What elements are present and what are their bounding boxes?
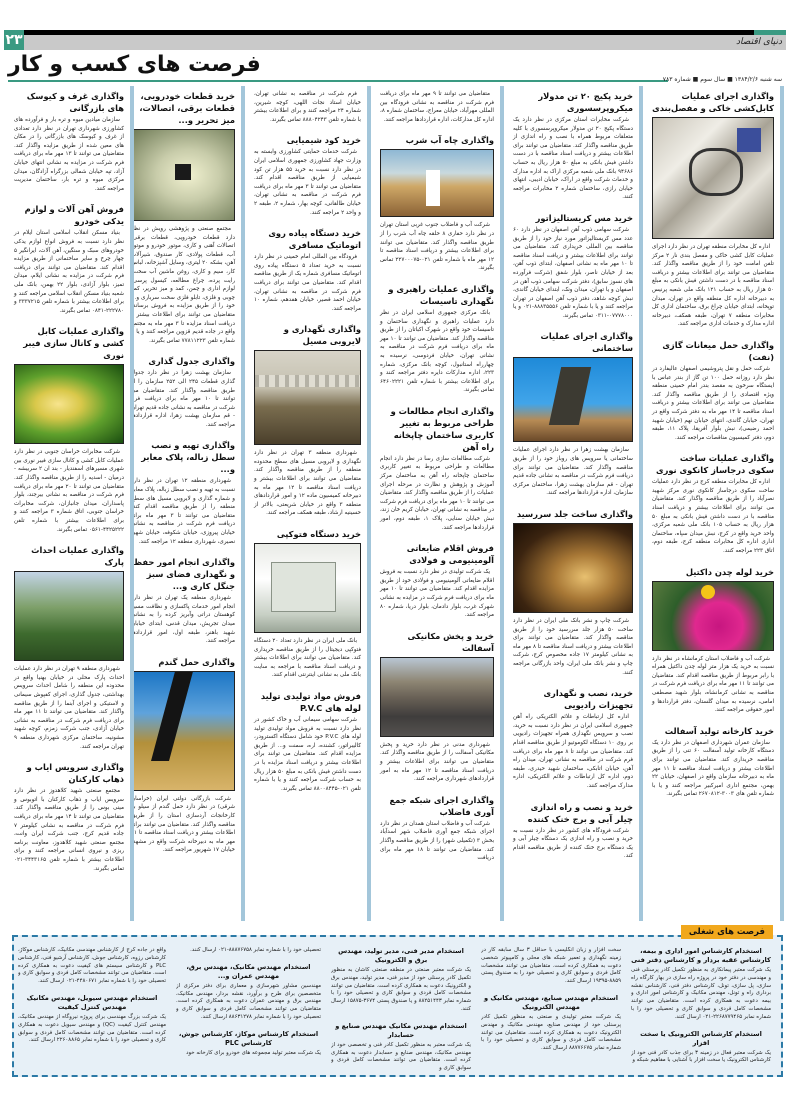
column-4 [250, 86, 371, 921]
section-title: فرصت های کسب و کار [8, 52, 261, 77]
job-description: یک شرکت معتبر تولید مجموعه های خودرو برای کارخانه خود [186, 1049, 321, 1056]
article-body: شهرداری مدنی در نظر دارد خرید و پخش مکانیکی آسفالت را از طریق مناقصه واگذار کند. متقاضیان می توانند برای اطلاعات بیشتر و دریافت اسناد مناقصه تا ۱۲ مهر ماه به امور قراردادهای شهرداری مراجعه کنند. [380, 741, 494, 783]
job-listing [481, 947, 621, 986]
construction-photo [513, 357, 633, 442]
article-headline: خرید لوله چدن داکتیل [685, 566, 774, 577]
job-description: یک شرکت بزرگ مهندسی برای پروژه نیروگاه از مهندس مکانیک، مهندس کنترل کیفیت (QC) و مهندس سیویل دعوت به همکاری کرده است. متقاضیان می توانند مشخصات کامل فردی و سوابق کاری و تحصیلی خود را با شماره نمابر ۲۲۶۰۸۸۶۵ ارسال کنند. [18, 1013, 166, 1044]
article [14, 203, 124, 315]
article [380, 630, 494, 784]
column-2 [509, 86, 643, 921]
job-description: یک شرکت معتبر به منظور تکمیل کادر فنی و تخصصی خود از مهندس مکانیک، مهندس صنایع و حسابدار دعوت به همکاری کرده است. متقاضیان می توانند مشخصات کامل فردی و سوابق کاری و [331, 1041, 471, 1072]
title-rule [8, 80, 668, 82]
article-headline: واگذاری انجام امور حفظ و نگهداری فضای سبز جنگل کاری و... [133, 557, 235, 592]
column-3 [376, 86, 504, 921]
article [652, 339, 774, 442]
article [131, 439, 235, 546]
article-columns [10, 86, 784, 921]
article-body: شرکت آب و فاضلاب جنوب غربی استان تهران در نظر دارد حفاری ۸ حلقه چاه آب شرب را از طریق مناقصه واگذار کند. متقاضیان می توانند برای اطلاعات بیشتر و دریافت اسناد مناقصه تا ۱۲ مهر ماه با شماره تلفن ۰۲۱-۲۲۷۰۰۰۷۵ تماس بگیرند. [380, 222, 494, 272]
highway-photo [254, 350, 361, 445]
article-body: بنیاد مسکن انقلاب اسلامی استان ایلام در نظر دارد نسبت به فروش انواع لوازم یدکی خودروهای سبک و سنگین، آهن آلات، ایرانگیر ۵ چهار چرخ و سایر ساختمانی از طریق مزایده اقدام کند. متقاضیان می توانند برای دریافت فرم شرکت در مزایده به نشانی ایلام، میدان تمیز، بلوار آزادی، بلوار ۲۲ بهمن، بانک ملی شعبه بنیاد مسکن انقلاب اسلامی مراجعه کنند و برای اطلاعات بیشتر با شماره تلفن ۳۳۳۷۲۱۵ و ۲۲۲۷۸۰-۰۸۴۱ تماس بگیرند. [14, 230, 125, 314]
article-body: شرکت خدمات حمایتی کشاورزی وابسته به وزارت جهاد کشاورزی جمهوری اسلامی ایران در نظر دارد نسبت به خرید ۵۵ هزار تن کود شیمیایی از طریق مناقصه اقدام کند. متقاضیان می توانند تا ۳ مهر ماه برای دریافت فرم شرکت در مناقصه به نشانی تهران، خیابان طالقانی، کوچه بهار، شماره ۲، طبقه ۲ و واحد ۲ مراجعه کنند. [254, 149, 361, 216]
job-title: استخدام مهندس صنایع، مهندس مکانیک و مهندس الکترونیک [483, 993, 619, 1011]
article [254, 227, 361, 313]
fiber-photo [14, 364, 124, 444]
article [513, 212, 633, 321]
job-description: تحصیلی خود را با شماره نمابر ۸۸۸۷۶۷۵۸-۰۲۱ ارسال کنند. [190, 947, 321, 953]
park-photo [14, 571, 124, 661]
job-title: استخدام کارشناس الکترونیک یا سخت افزار [640, 1029, 762, 1047]
column-1 [648, 86, 784, 921]
job-listing [18, 994, 166, 1045]
article-body: شرکت مخابرات استان مرکزی در نظر دارد یک دستگاه پکیج ۲۰ تن مدولار میکروپرسسوری با کلیه متعلقات مربوط همراه با نصب و راه اندازی از طریق مناقصه واگذار کند. متقاضیان می توانند برای اطلاعات بیشتر و دریافت اسناد مناقصه با در دست داشتن فیش بانکی به مبلغ ۵۰ هزار ریال به حساب ۹۴۶۸۶ بانک ملی شعبه مرکزی اراک به اداره مدارک و خدمات شرکت واقع در اراک، خیابان ادیبی، انتهای خیابان رازی، ساختمان شماره ۲ مخابرات مراجعه کنند. [513, 117, 634, 201]
job-listing [176, 947, 321, 955]
classified-column-4 [176, 947, 321, 1075]
page-number: ۲۳ [5, 32, 23, 48]
article-body: شرکت چاپ و نشر بانک ملی ایران در نظر دارد ساخت ۵۰ هزار جلد سررسید خود را از طریق مناقصه واگذار کند. متقاضیان می توانند برای اطلاعات بیشتر و دریافت اسناد مناقصه تا ۸ مهر ماه به نشانی کیلومتر ۱۷ جاده مخصوص کرج، شرکت چاپ و نشر بانک ملی ایران، واحد بازرگانی مراجعه کنند. [513, 618, 633, 676]
article [254, 528, 361, 680]
job-listing [331, 1022, 471, 1073]
article [14, 544, 124, 751]
article-body: شرکت آب و فاضلاب استان کرمانشاه در نظر دارد نسبت به خرید یک هزار متر لوله چدن داکتیل همراه با رابر مربوط از طریق مناقصه اقدام کند. متقاضیان می توانند تا ۱۱ مهر ماه برای دریافت فرم شرکت در مناقصه به نشانی کرمانشاه، بلوار شهید مصطفی امامی، نرسیده به میدان گلستان، دفتر قراردادها و امور حقوقی مراجعه کنند. [652, 655, 775, 714]
job-listing [176, 1030, 321, 1058]
article [652, 566, 774, 715]
article-body: شهرداری منطقه ۳ تهران در نظر دارد نگهداری و لایروبی مسیل های سطح محدوده منطقه را از طریق مناقصه واگذار کند. متقاضیان می توانند برای اطلاعات بیشتر و دریافت اسناد مناقصه تا ۱۲ مهر ماه به دبیرخانه کمیسیون ماده ۱۲ و امور قراردادهای منطقه ۳ واقع در خیابان شریعتی، بالاتر از حسینیه ارشاد، طبقه همکف مراجعه کنند. [254, 450, 362, 517]
article-body: سازمان میادین میوه و تره بار و فرآورده های کشاورزی شهرداری تهران در نظر دارد تعدادی از غرف و کیوسک های بازرگانی را در مکان های معین شده از طریق مزایده واگذار کند. متقاضیان می توانند تا ۱۳ مهر ماه برای دریافت فرم شرکت در مزایده به نشانی انتهای خیابان آزاد، تپه خیابان شمالی بزرگراه آزادگان، میدان مرکزی میوه و تره بار، ساختمان مدیریت مراجعه کنند. [14, 117, 124, 192]
copier-photo [254, 543, 361, 633]
article-headline: خرید، نصب و نگهداری تجهیزات رادیویی [543, 688, 633, 711]
article [254, 134, 361, 217]
article-headline: خرید دستگاه پیاده روی اتوماتیک مسافری [268, 228, 361, 251]
classified-title: فرصت های شغلی [681, 925, 773, 939]
article [513, 90, 633, 202]
article-body: شهرداری منطقه یک تهران در نظر دارد انجام امور خدمات پاکسازی و نظافت مسیر کوهستان دراتی وآبریز کرده را به نشانی میدان تجریش، میدان قدس، ابتدای خیابان شهید باهنر، طبقه اول، امور قراردادها مراجعه کنند. [131, 595, 235, 645]
classified-jobs-box [12, 927, 783, 1077]
article-headline: خرید و پخش مکانیکی آسفالت [407, 630, 494, 653]
article [254, 690, 361, 793]
article-headline: واگذاری عملیات کابل کشی و کانال سازی فیبر نوری [23, 326, 124, 361]
article-headline: خرید و نصب و راه اندازی چیلر آبی و برج خنک کننده [527, 801, 633, 824]
article-headline: واگذاری اجرای عملیات کابل‌کشی خاکی و مفصل‌بندی [652, 91, 774, 113]
job-title: استخدام کارشناس امور اداری و بیمه، کارشناس عقبه بردار و کارشناس دفتر فنی [631, 947, 771, 964]
job-description: یک شرکت معتبر صنعتی در منطقه صنعتی کاشان به منظور تکمیل کادر پرسنلی خود از مدیر فنی، مدیر تولید، مهندس برق و الکترونیک دعوت به همکاری کرده است. متقاضیان می توانند مشخصات کامل فردی و سوابق کاری و تحصیلی خود را با شماره نمابر ۸۸۲۵۱۴۴۳ و یا صندوق پستی ۳۶۷۴-۱۵۸۷۵ ارسال کنند. [331, 967, 471, 1012]
fan-photo [513, 523, 633, 613]
article [513, 508, 633, 677]
well-photo [380, 149, 494, 217]
article-body: فرم شرکت در مناقصه به نشانی تهران، خیابان استاد نجات اللهی، کوچه شیرین، شماره ۲۴ مراجعه کنند و برای اطلاعات بیشتر با شماره تلفن ۸۸۸۰۴۲۴۳ تماس بگیرند. [254, 91, 361, 123]
article [652, 452, 774, 555]
article-body: بانک ملی ایران در نظر دارد تعداد ۲۰ دستگاه فتوکپی دیجیتال را از طریق مناقصه خریداری کند. متقاضیان می توانند برای اطلاعات بیشتر و دریافت اسناد مناقصه با مراجعه به سایت بانک ملی به نشانی اینترنتی اقدام کنند. [254, 638, 361, 679]
article [131, 656, 235, 855]
article-body: اداره کل مخابرات منطقه کرج در نظر دارد عملیات ساخت سکوی درجاساز کانکوی نوری مرکز شهید نصرآباد را از طریق مناقصه واگذار کند. متقاضیان می توانند برای اطلاعات بیشتر و دریافت اسناد مناقصه با در دست داشتن فیش بانکی به مبلغ ۵۰ هزار ریال به حساب ۱۰۵ بانک ملی شعبه مرکزی، واحد خرید واقع در کرج، نبش میدان سپاه، ساختمان اداری اداره کل مخابرات منطقه کرج، طبقه دوم، اتاق ۲۲۳ مراجعه کنند. [652, 479, 774, 555]
article [380, 134, 494, 273]
article-body: فرودگاه بین المللی امام خمینی در نظر دارد نسبت به خرید تعداد ۵ دستگاه پیاده روی اتوماتیک مسافری شماره یک از طریق مناقصه اقدام کند. متقاضیان می توانند برای دریافت فرم شرکت در مناقصه به نشانی تهران، خیابان احمد قصیر، خیابان هفدهم، شماره ۱۰ مراجعه کنند. [254, 254, 362, 312]
article-body: شرکت فرودگاه های کشور در نظر دارد نسبت به خرید و نصب و راه اندازی یک دستگاه چیلر آبی و یک دستگاه برج خنک کننده از طریق مناقصه اقدام کند. [513, 827, 633, 860]
article [254, 323, 361, 518]
article-headline: واگذاری حمل میعانات گازی (نفت) [662, 339, 774, 362]
article-body: سازمان بهشت زهرا در نظر دارد جدول گذاری قطعات ۲۴۵ الی ۲۵۲ سازمان را از طریق مناقصه واگذار کند. متقاضیان می توانند تا ۱۰ مهر ماه برای دریافت فرم شرکت در مناقصه به نشانی جاده قدیم تهران - قم سازمان بهشت زهرا، اداره قراردادها مراجعه کنند. [131, 370, 235, 428]
article-body: شرکت بازرگانی دولتی ایران (خراسان شرقی) در نظر دارد حمل گندم از سیلو به کارخانجات آردسازی استان را از طریق مناقصه واگذار کند. متقاضیان می توانند برای اطلاعات بیشتر و دریافت اسناد مناقصه تا ۱۱ مهر ماه به دبیرخانه شرکت واقع در مشهد، خیابان ۱۷ شهریور مراجعه کنند. [131, 795, 235, 854]
article-body: شرکت حمل و نقل پتروشیمی اصفهان عالیفارد در نظر دارد روزانه حمل ۱۰۰ تن گاز از بندر عباس با ایستگاه سرخون به مقصد بندر امام خمینی منطقه ویژه اقتصادی را از طریق مناقصه واگذار کند. متقاضیان می توانند برای اطلاعات بیشتر و دریافت اسناد مناقصه تا ۱۴ مهر ماه به دفتر شرکت واقع در تهران، خیابان گاندی، انتهای خیابان نهم (خیابان شهید احمد رضیمی)، نبش بلوار آفریقا، پلاک ۱۱، طبقه دوم، دفتر کمیسیون مناقصات مراجعه کنند. [652, 365, 774, 441]
article-headline: واگذاری حمل گندم [158, 656, 235, 667]
article [380, 90, 494, 124]
masthead [0, 30, 786, 50]
article-headline: واگذاری غرف و کیوسک های بازرگانی [26, 91, 124, 113]
article-headline: واگذاری ساخت جلد سررسید [516, 509, 633, 520]
classified-column-1 [631, 947, 771, 1075]
wheat-photo [131, 671, 235, 791]
article-body: مجتمع صنعتی و پژوهشی رویش در نظر دارد قطعات خودرویی، قطعات برقی، اتصالات آهنی و کاری، موتور خودرو و موتور آب، قطعات پولادی، کار صندوق، شیرآلات آهن، بشکه ۲۰ لیتری، وسایل آشپزخانه، لباس کار، سیم و کاری، روغن ماشین آب سخت، رایت پرده، چراغ مطالعه، کیسول پرسی، لوازم اداری و چمن، کمد و میز تحریر، کمد چوبی و فلزی، تابلو فلزی سخت سرباری و... خود را از طریق مزایده به فروش برساند. متقاضیان می توانند برای اطلاعات بیشتر و دریافت اسناد مزایده تا ۳ مهر ماه به مجتمع واقع در جاده قدیم قزوین مراجعه کنند و یا با شماره تلفن ۷۷۸۱۱۲۲۳ تماس بگیرند. [131, 226, 236, 344]
article-headline: واگذاری سرویس ایاب و ذهاب کارکنان [26, 762, 124, 785]
article-headline: خرید قطعات خودرویی، قطعات برقی، اتصالات، میز تحریر و... [139, 91, 235, 125]
article-headline: واگذاری چاه آب شرب [405, 135, 494, 146]
article [254, 90, 361, 124]
job-title: استخدام مهندس سیویل، مهندس مکانیک مهندس کنترل کیفیت [26, 993, 158, 1011]
article-headline: فروش اقلام ضایعاتی آلومینیومی و فولادی [406, 543, 494, 566]
pipe-photo [652, 581, 774, 651]
article [14, 90, 124, 193]
article-body: اداره کل ارتباطات و علائم الکتریکی راه آهن جمهوری اسلامی ایران در نظر دارد نسبت به خرید، نصب و سرویس نگهداری همراه تجهیزات رادیویی بر روی ۱۰ دستگاه لکوموتیو از طریق مناقصه اقدام کند. متقاضیان می توانند تا ۸ مهر ماه برای دریافت فرم شرکت در مناقصه به نشانی تهران، میدان راه آهن، خیابان اتابکی، ساختمان شهید حیدری، طبقه دوم، اداره کل ارتباطات و علائم الکتریکی، اداره مدارک مراجعه کنند. [513, 714, 633, 789]
article-body: شهرداری منطقه ۱۲ تهران در نظر دارد نسبت به تهیه و نصب سطل زباله، پلاک معابر و شماره گذاری و لایروبی مسیل های سطح منطقه را از طریق مناقصه اقدام کند. متقاضیان می توانند تا ۳ مهر ماه برای دریافت فرم شرکت در مناقصه به نشانی خیابان پیروزی، خیابان شکوفه، خیابان شهید نصیری، شهرداری منطقه ۱۲ مراجعه کنند. [131, 478, 235, 545]
article-headline: واگذاری انجام مطالعات و طراحی مربوط به تغییر کاربری ساختمان چاپخانه راه آهن [390, 405, 494, 452]
job-listing [481, 994, 621, 1053]
article [131, 355, 235, 429]
article-headline: واگذاری عملیات راهبری و نگهداری تاسیسات [388, 283, 494, 306]
job-title: استخدام مهندس مکانیک، مهندس برق، مهندس عمران و... [186, 962, 311, 980]
article [14, 761, 124, 873]
article-body: شرکت سهامی سیمانی آب و خاک کشور در نظر دارد نسبت به فروش مواد تولیدی تولید لوله های P.V.C خود شامل دستگاه اکسترودر، کالیبراتور، کشنده، اره، سمنت و... از طریق مزایده اقدام کند. متقاضیان می توانند برای اطلاعات بیشتر و دریافت اسناد مزایده با در دست داشتن فیش بانکی به مبلغ ۵۰ هزار ریال به حساب شرکت مراجعه کنند و یا با شماره تلفن ۰۲۱-۸۸۰۰۸۴۴۵ تماس بگیرند. [254, 717, 362, 792]
article-body: مجتمع صنعتی شهید کلاهدوز در نظر دارد سرویس ایاب و ذهاب کارکنان با اتوبوس و مینی بوس را از طریق مناقصه واگذار کند. متقاضیان می توانند تا ۱۴ مهر ماه برای دریافت فرم شرکت در مناقصه به نشانی کیلومتر ۷ جاده قدیم کرج، جنب شرکت ایران وانت، مجتمع صنعتی شهید کلاهدوز، معاونت برنامه ریزی و نیروی انسانی مراجعه کنند و برای اطلاعات بیشتر با شماره تلفن ۳۴۴۳۱۶۵-۰۲۱ تماس بگیرند. [14, 788, 124, 872]
article-body: شرکت آب و فاضلاب استان همدان در نظر دارد اجرای شبکه جمع آوری فاضلاب شهر اسدآباد بخش ۳ (تکمیلی شهر) را از طریق مناقصه واگذار کند. متقاضیان می توانند تا ۱۸ مهر ماه برای دریافت [380, 820, 494, 862]
job-description: سخت افزار و زبان انگلیسی با حداقل ۳ سال سابقه کار در زمینه نگهداری و تعمیر شبکه های محلی و کامپیوتر شخصی دعوت به همکاری کرده است. متقاضیان می توانند مشخصات کامل فردی و سوابق کاری و تحصیلی خود را به صندوق پستی ۸۸۵۹-۱۹۳۹۵ ارسال کنند. [481, 947, 621, 985]
article [513, 330, 633, 498]
job-description: مهندسین مشاور شهرسازی و معماری برای دفتر مرکزی از متخصصین برای طرح و برآورد، نقشه بردار، مهندس مکانیک، مهندس برق و مهندس عمران دعوت به همکاری کرده است. متقاضیان می توانند مشخصات کامل فردی و سوابق کاری و تحصیلی خود را با شماره نمابر ۸۸۶۳۱۲۷۸ ارسال کنند. [176, 982, 321, 1020]
article-body: شرکت سهامی ذوب آهن اصفهان در نظر دارد ۶۰ عدد مس کریستالیزاتور مورد نیاز خود را از طریق مناقصه بین المللی خریداری کند. متقاضیان می توانند برای اطلاعات بیشتر و دریافت اسناد مناقصه تا ۱۰ مهر ماه به نشانی اصفهان، ابتدای ذوب آهن، بعد از خیابان ناصر، بلوار شفق (شرکت فرآورده های نسوز سابق)، دفتر شرکت سهامی ذوب آهن در اصفهان و یا تهران، میدان ونک، ابتدای خیابان گاندی، نبش کوچه شاهد، دفتر ذوب آهن اصفهان در تهران مراجعه کنند و یا با شماره تلفن ۸۸۸۳۵۵۵۶-۰۲۱ و یا ۰۷۷۷۸۰۰۰-۰۳۱۱ تماس بگیرند. [513, 226, 633, 319]
article-headline: خرید دستگاه فتوکپی [276, 529, 361, 540]
asphalt-photo [380, 657, 494, 737]
article [513, 801, 633, 861]
job-title: استخدام مهندس مکانیک مهندس صنایع و حسابدار [335, 1021, 467, 1039]
job-description: یک شرکت معتبر پیمانکاری به منظور تکمیل کادر پرسنلی فنی و مهندسی در دفتر خود در پروژه راه سازی در بهار کارگاه راه سازی، پل سازی، تونل، کارشناس دفتر فنی، کارشناس نقشه برداری راه و تونل، مهندس مکانیک و کارشناس امور اداری و بیمه دعوت به همکاری کرده است. متقاضیان می توانند مشخصات کامل فردی و سوابق کاری و تحصیلی خود را با شماره نمابر ۲۲۶۸۷۷۹۴۶۵-۰۲۱ ارسال کنند. [631, 967, 771, 1020]
article-headline: واگذاری تهیه و نصب سطل زباله، پلاک معابر و... [141, 440, 235, 475]
newspaper-brand: دنیای اقتصاد [736, 37, 782, 47]
article-body: متقاضیان می توانند تا ۹ مهر ماه برای دریافت فرم شرکت در مناقصه به نشانی فرودگاه بین المللی مهرآباد، خیابان معراج، ساختمان شماره ۸، اداره کل مدارکات، اداره قراردادها مراجعه کنند. [380, 91, 494, 123]
header-band [22, 35, 786, 50]
article [513, 687, 633, 790]
job-listing [631, 1030, 771, 1066]
classified-column-2 [481, 947, 621, 1075]
article [652, 90, 774, 329]
article [652, 725, 774, 799]
article-body: سازمان بهشت زهرا در نظر دارد اجرای عملیات ساختمانی یا سرویس های روباز خود را از طریق مناقصه واگذار کند. متقاضیان می توانند برای دریافت فرم شرکت در مناقصه به نشانی جاده قدیم تهران - قم سازمان بهشت زهرا، ساختمان مرکزی سازمان، اداره قراردادها مراجعه کنند. [513, 447, 633, 497]
article-headline: خرید کود شیمیایی [286, 135, 361, 146]
article-body: شرکت مخابرات خراسان جنوبی در نظر دارد عملیات کابل کشی و کانال سازی فیبر نوری بین شهری مسیرهای اسفندیار - بند ان ۲ سربیشه - درمیان - اسدیه را از طریق مناقصه واگذار کند. متقاضیان می توانند تا ۲۰ مهر ماه برای دریافت فرم شرکت در مناقصه به نشانی بیرجند، بلوار پاسداران، میدان جانبازان، شرکت مخابرات خراسان جنوبی، اتاق شماره ۳ مراجعه کنند و برای اطلاعات بیشتر با شماره تلفن ۴۴۲۵۲۲۲-۰۵۶۱ تماس بگیرند. [14, 449, 124, 533]
article-body: بانک مرکزی جمهوری اسلامی ایران در نظر دارد عملیات راهبری و نگهداری ساختمان و تاسیسات خود واقع در شهرک اکباتان را از طریق مناقصه واگذار کند. متقاضیان می توانند تا ۱۰ مهر ماه برای دریافت فرم شرکت در مناقصه به نشانی تهران، خیابان فردوسی، نرسیده به چهارراه استانبول، کوچه بانک مرکزی، شماره ۲۲۳، اداره مدارکات دایره دفتر مراجعه کنند و برای اطلاعات بیشتر با شماره تلفن ۶۴۶۰۲۲۲۱ تماس بگیرند. [380, 309, 494, 394]
job-description: یک شرکت معتبر تولیدی و صنعتی به منظور تکمیل کادر پرسنلی خود از مهندس صنایع، مهندس مکانیک و مهندس الکترونیک دعوت به همکاری کرده است. متقاضیان می توانند مشخصات کامل فردی و سوابق کاری و تحصیلی خود را با شماره نمابر ۸۸۷۷۶۶۷۵ ارسال کنند. [481, 1013, 621, 1052]
classified-column-3 [331, 947, 471, 1075]
article-headline: فروش مواد تولیدی تولید لوله های P.V.C [260, 691, 361, 713]
job-listing [631, 947, 771, 1022]
classified-column-5 [18, 947, 166, 1075]
article [380, 794, 494, 863]
article-headline: واگذاری عملیات ساخت سکوی درجاساز کانکوی نوری [655, 453, 774, 476]
article-body: اداره کل مخابرات منطقه تهران در نظر دارد اجرای عملیات کابل کشی خاکی و مفصل بندی نار ۲ مرکز تلفن امامت خود را از طریق مناقصه واگذار کند. متقاضیان می توانند برای اطلاعات بیشتر و دریافت اسناد مناقصه با در دست داشتن فیش بانکی به مبلغ ۵۰ هزار ریال به حساب ۱۲۱ بانک ملی شعبه پرنیس به دبیرخانه اداره کل منطقه واقع در تهران، میدان توپخانه، ابتدای خیابان چراغ برق، ساختمان اداری کل مخابرات منطقه ۷ تهران، طبقه همکف، دبیرخانه اداره مدارک و خدمات اداری مراجعه کنند. [652, 244, 775, 328]
job-title: استخدام کارشناس موکاژ، کارشناس جوش، کارشناس PLC [178, 1029, 319, 1047]
column-6 [10, 86, 134, 921]
article-headline: واگذاری عملیات احداث پارک [31, 545, 124, 568]
article-body: سازمان عمران شهرداری اصفهان در نظر دارد یک دستگاه کارخانه تولید آسفالت ۶۰ تنی را از طریق مناقصه خریداری کند. متقاضیان می توانند برای اطلاعات بیشتر و دریافت اسناد مناقصه تا ۱۱ مهر ماه به دبیرخانه سازمان واقع در اصفهان، خیابان ۲۲ بهمن، مجتمع اداری امیرکبیر مراجعه کنند و یا با شماره تلفن های ۳۰۰۳-۲۶۷۰۸۱۲ تماس بگیرند. [652, 739, 774, 798]
article-headline: واگذاری جدول گذاری [148, 356, 235, 367]
article-headline: خرید پکیج ۲۰ تن مدولار میکروپرسسوری [538, 91, 633, 113]
article [380, 283, 494, 395]
article [14, 325, 124, 534]
article [380, 405, 494, 532]
article [131, 556, 235, 646]
article-body: شرکت مطالعات سازی رسا در نظر دارد انجام مطالعات و طراحی مربوط به تغییر کاربری ساختمان چاپخانه راه آهن به ساختمان مرکز آموزش و پژوهش و نظارت در مرحله اجرای عملیات را از طریق مناقصه واگذار کند. متقاضیان می توانند تا ۱۰ مهر ماه برای دریافت فرم شرکت در مناقصه به نشانی تهران، خیابان کریم خان زند، نبش خیابان سنایی، پلاک ۱، طبقه دوم، امور قراردادها مراجعه کنند. [380, 455, 495, 531]
article [380, 542, 494, 620]
article-headline: خرید کارخانه تولید آسفالت [664, 725, 774, 736]
issue-info: سه شنبه ۱۳۸۴/۲/۶ ■ سال سوم ■ شماره ۷۸۳ [662, 76, 782, 83]
article-headline: واگذاری نگهداری و لایروبی مسیل [283, 324, 361, 347]
article-headline: واگذاری اجرای شبکه جمع آوری فاضلاب [389, 794, 494, 817]
job-listing [18, 947, 166, 986]
tools-photo [652, 117, 774, 239]
job-listing [176, 963, 321, 1022]
job-description: واقع در جاده کرج از کارشناس مهندسی مکانیک، کارشناس موکاژ، کارشناس رزوه، کارشناس جوش، کارشناس آرشیو فنی، کارشناس PLC و کارشناس سیستم های کیفیت دعوت به همکاری کرده است. متقاضیان می توانند مشخصات کامل فردی و سوابق کاری و تحصیلی خود را با شماره نمابر ۴۴۸۰۶۷۱-۰۲۱ ارسال کنند. [18, 947, 166, 985]
article [131, 90, 235, 345]
article-headline: خرید مس کریستالیزاتور [535, 212, 633, 223]
wire-photo [131, 129, 235, 221]
article-body: یک شرکت تولیدی در نظر دارد نسبت به فروش اقلام ضایعاتی آلومینیومی و فولادی خود از طریق مزایده اقدام کند. متقاضیان می توانند تا ۱۰ مهر ماه برای دریافت فرم شرکت در مزایده به نشانی شهرک غرب، بلوار دادمان، بلوار دریا، شماره ۸۰ مراجعه کنند. [380, 569, 494, 619]
article-headline: فروش آهن آلات و لوازم یدکی خودرو [24, 204, 124, 227]
job-title: استخدام مدیر فنی، مدیر تولید، مهندس برق و الکترونیک [338, 947, 464, 964]
job-listing [331, 947, 471, 1014]
column-5 [127, 86, 245, 921]
article-headline: واگذاری اجرای عملیات ساختمانی [540, 331, 633, 354]
article-body: شهرداری منطقه ۹ تهران در نظر دارد عملیات احداث پارک محلی در خیابان بهنیا واقع در محدوده این منطقه را شامل احداث سرویس بهداشتی، جدول گذاری، اجرای کفپوش سیمانی و لاستیکی و اجرای آبنما را از طریق مناقصه واگذار کند. متقاضیان می توانند تا ۱۱ مهر ماه برای دریافت فرم شرکت در مناقصه به نشانی خیابان آزادی، جنب شرکت زمزم، کوچه شهید مشونیه، ساختمان مرکزی شهرداری منطقه ۹ تهران مراجعه کنند. [14, 666, 124, 750]
job-description: یک شرکت معتبر فعال در زمینه ۳ برای جذب کادر فنی خود از کارشناس الکترونیک یا سخت افزار با آشنایی با مفاهیم شبکه و [631, 1049, 771, 1064]
